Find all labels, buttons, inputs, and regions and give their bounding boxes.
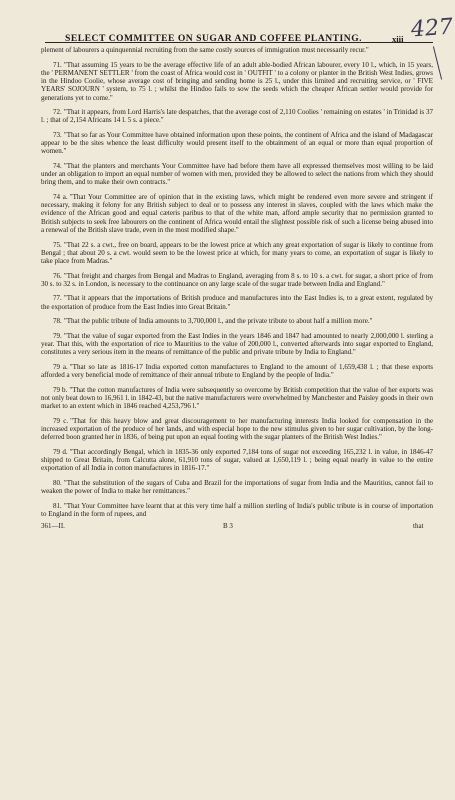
paragraph-text: "That so late as 1816-17 India exported cotton manufactures to England to the amount of 1,659,438 l. ; that these exports afforded a very beneficial mode of remittance of their annual tribute to England by the people of India." xyxy=(41,362,433,380)
paragraph-number: 79 a. xyxy=(53,362,68,371)
document-body xyxy=(41,46,433,518)
running-title: SELECT COMMITTEE ON SUGAR AND COFFEE PLANTING. xyxy=(65,33,363,44)
paragraph-text: "That 22 s. a cwt., free on board, appears to be the lowest price at which any great exportation of sugar is likely to continue from Bengal ; that about 20 s. a cwt. would seem to be the lowest price at which, for many years to come, an exportation of sugar is likely to take place from Madras." xyxy=(41,240,433,266)
gathering-mark: B 3 xyxy=(223,522,233,531)
paragraph-number: 73. xyxy=(53,130,62,139)
paragraph-number: 80. xyxy=(53,478,62,487)
paragraph xyxy=(41,417,433,442)
paragraph xyxy=(41,386,433,411)
signature-mark: 361—II. xyxy=(41,522,65,531)
paragraph-text: "That the public tribute of India amounts to 3,700,000 l., and the private tribute to about half a million more." xyxy=(63,317,373,326)
handwritten-stroke xyxy=(433,46,442,79)
paragraph-text: "That the substitution of the sugars of Cuba and Brazil for the importations of sugar from India and the Mauritius, cannot fail to weaken the power of India to make her remittances." xyxy=(41,478,433,495)
paragraph-text: "That assuming 15 years to be the average effective life of an adult able-bodied African labourer, every 10 l., which, in 15 years, the ' PERMANENT SETTLER ' from the coast of Africa would cost in ' OUTFIT ' to a colony or planter in the British West Indies, grows in the Hindoo Coolie, whose average cost of bringing and sending home is 25 l., under this limited and recruiting service, or ' FIVE YEARS' SOJOURN ' system, to 75 l. ; whilst the Hindoo fails to sow the seeds which the cheaper African settler would provide for generations yet to come." xyxy=(41,60,433,102)
paragraph xyxy=(41,448,433,473)
paragraph-text: "That the value of sugar exported from the East Indies in the years 1846 and 1847 had amounted to nearly 2,000,000 l. sterling a year. That this, with the exportation of rice to Mauritius to the value of 200,000 l., converted afterwards into sugar exported to England, constitutes a very serious item in the means of remittance of the public and private tribute by India to England." xyxy=(41,331,433,357)
paragraph xyxy=(41,46,433,54)
paragraph-text: "That accordingly Bengal, which in 1835-36 only exported 7,184 tons of sugar not exceeding 165,232 l. in value, in 1846-47 shipped to Great Britain, from Calcutta alone, 61,910 tons of sugar, valued at 1,650,119 l. ; being equal nearly in value to the entire exportation of all India in cotton manufactures in 1816-17." xyxy=(41,447,433,473)
paragraph-text: "That the planters and merchants Your Committee have had before them have all expressed themselves most willing to be laid under an obligation to import an equal number of women with men, provided they be allowed to select the nations from which they should bring them, and to make their own contracts." xyxy=(41,161,433,187)
paragraph-text: "That so far as Your Committee have obtained information upon these points, the continent of Africa and the island of Madagascar appear to be the sites whence the least difficulty would present itself to the obtainment of an equal or more than equal proportion of women." xyxy=(41,130,433,156)
paragraph-text: plement of labourers a quinquennial recruiting from the same costly sources of immigration must necessarily recur." xyxy=(41,46,369,54)
page-header xyxy=(41,6,454,44)
paragraph xyxy=(41,272,433,289)
paragraph-number: 77. xyxy=(53,294,62,303)
catchword: that xyxy=(413,522,424,531)
paragraph xyxy=(41,108,433,125)
paragraph-number: 79 d. xyxy=(53,447,68,456)
paragraph-number: 79. xyxy=(53,331,62,340)
paragraph-text: "That Your Committee are of opinion that in the existing laws, which might be rendered even more severe and stringent if necessary, making it felony for any British subject to deal or to possess any interest in slaves, coupled with the laws which make the evidence of the African good and equal cæteris paribus to that of the white man, afford ample security that no permission granted to British subjects to seek free labourers on the continent of Africa would entail the slightest possible risk of such a license being abused into a renewal of the British slave trade, even in the most modified shape." xyxy=(41,192,434,234)
paragraph-text: "That Your Committee have learnt that at this very time half a million sterling of India's public tribute is in course of importation to England in the form of rupees, and xyxy=(41,501,433,518)
paragraph-text: "That for this heavy blow and great discouragement to her manufacturing interests India looked for compensation in the increased exportation of the produce of her lands, and with especial hope to the new stimulus given to her sugar cultivation, by the long-deferred boon granted her in 1836, of being put upon an equal footing with the sugar planters of the British West Indies." xyxy=(41,416,433,442)
paragraph xyxy=(41,193,433,234)
paragraph-number: 74 a. xyxy=(53,192,68,201)
paragraph xyxy=(41,294,433,311)
paragraph-number: 71. xyxy=(53,60,62,69)
page-footer xyxy=(41,524,433,538)
page-number: xiii xyxy=(392,34,404,44)
paragraph-number: 72. xyxy=(53,108,62,117)
header-rule xyxy=(45,42,433,43)
paragraph xyxy=(41,317,433,325)
paragraph-number: 81. xyxy=(53,501,62,510)
paragraph-text: "That freight and charges from Bengal and Madras to England, averaging from 8 s. to 10 s. a cwt. for sugar, a short price of from 30 s. to 32 s. in London, is necessary to the continuance on any large scale of the sugar trade between India and England." xyxy=(41,271,433,288)
paragraph-number: 79 c. xyxy=(53,416,69,425)
paragraph-number: 76. xyxy=(53,271,62,280)
paragraph xyxy=(41,332,433,357)
paragraph-number: 75. xyxy=(53,240,62,249)
handwritten-folio-number: 427 xyxy=(410,14,454,43)
paragraph xyxy=(41,131,433,156)
paragraph xyxy=(41,241,433,266)
paragraph-number: 79 b. xyxy=(53,385,68,394)
paragraph-number: 78. xyxy=(53,317,62,326)
paragraph-number: 74. xyxy=(53,161,62,170)
paragraph-text: "That it appears that the importations of British produce and manufactures into the East Indies is, to a great extent, regulated by the exportation of produce from the East Indies into Great Britain." xyxy=(41,294,433,311)
paragraph xyxy=(41,363,433,380)
paragraph xyxy=(41,61,433,102)
paragraph-text: "That the cotton manufactures of India were subsequently so overcome by British competition that the value of her exports was not only beat down to 16,961 l. in 1842-43, but the native manufacturers were overwhelmed by Manchester and Paisley goods in their own market to an extent which in 1846 reached 4,253,796 l." xyxy=(41,385,433,411)
paragraph xyxy=(41,502,433,519)
paragraph xyxy=(41,479,433,496)
paragraph xyxy=(41,162,433,187)
paragraph-text: "That it appears, from Lord Harris's late despatches, that the average cost of 2,110 Coolies ' remaining on estates ' in Trinidad is 37 l. ; that of 2,154 Africans 14 l. 5 s. a piece." xyxy=(41,108,433,125)
